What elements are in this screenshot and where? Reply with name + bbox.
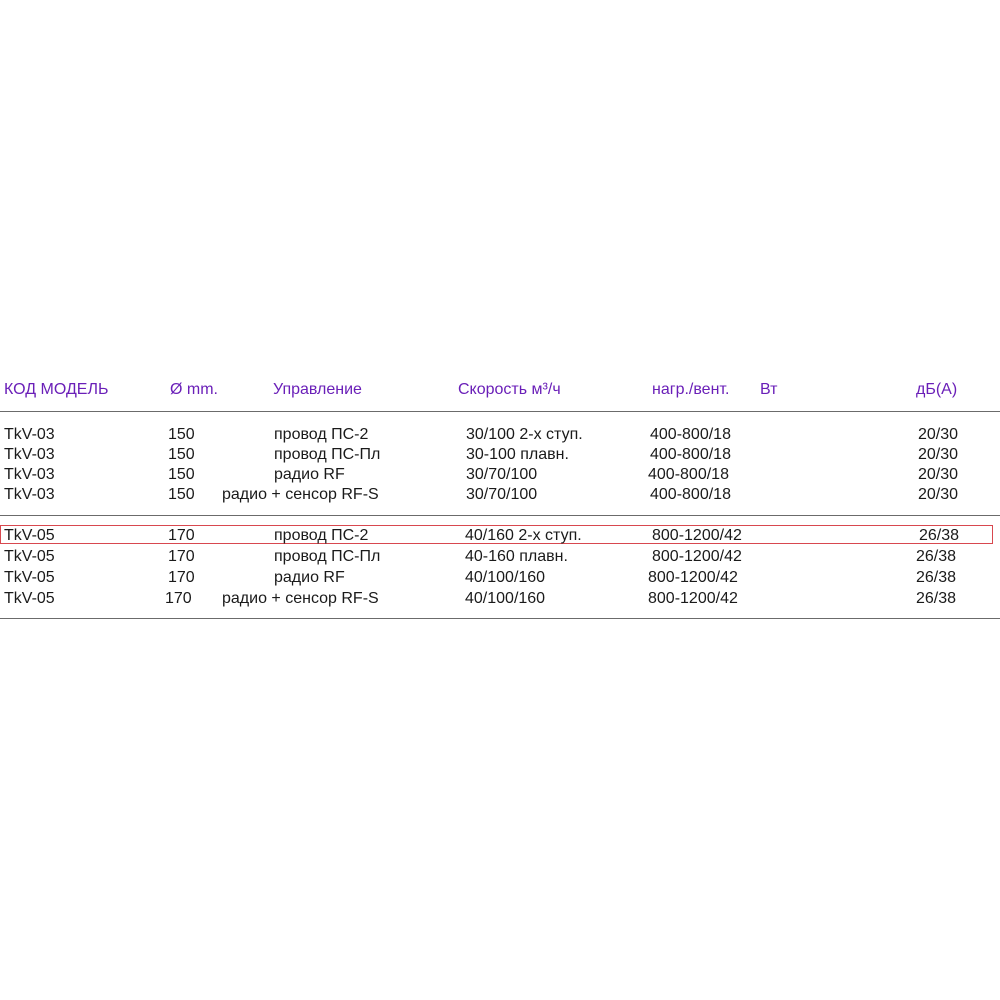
- cell-speed: 30/70/100: [466, 466, 538, 483]
- cell-diameter: 150: [168, 466, 195, 483]
- cell-noise: 26/38: [916, 590, 957, 607]
- cell-diameter: 150: [168, 426, 195, 443]
- cell-control: радио RF: [274, 569, 345, 586]
- cell-code: TkV-05: [4, 527, 55, 544]
- header-rule: [0, 411, 1000, 412]
- header-diameter: Ø mm.: [170, 381, 218, 398]
- table-row: [0, 425, 1000, 445]
- table-row: [0, 485, 1000, 505]
- cell-power: 400-800/18: [648, 466, 729, 483]
- table-row: [0, 465, 1000, 485]
- cell-diameter: 150: [168, 446, 195, 463]
- cell-speed: 40/160 2-х ступ.: [465, 527, 582, 544]
- header-code: КОД МОДЕЛЬ: [4, 381, 109, 398]
- cell-speed: 30-100 плавн.: [466, 446, 569, 463]
- cell-noise: 26/38: [919, 527, 960, 544]
- table-row: [0, 547, 1000, 567]
- group-rule: [0, 515, 1000, 516]
- header-noise: дБ(А): [916, 381, 958, 398]
- cell-noise: 20/30: [918, 426, 959, 443]
- cell-speed: 30/100 2-х ступ.: [466, 426, 583, 443]
- cell-control: провод ПС-2: [274, 527, 369, 544]
- table-header: [0, 381, 1000, 405]
- cell-diameter: 170: [168, 548, 195, 565]
- cell-power: 800-1200/42: [648, 569, 738, 586]
- cell-speed: 40/100/160: [465, 569, 546, 586]
- cell-control: провод ПС-Пл: [274, 446, 381, 463]
- cell-control: провод ПС-Пл: [274, 548, 381, 565]
- header-power-unit: Вт: [760, 381, 778, 398]
- cell-noise: 26/38: [916, 569, 957, 586]
- cell-code: TkV-03: [4, 426, 55, 443]
- cell-diameter: 170: [165, 590, 192, 607]
- cell-code: TkV-03: [4, 446, 55, 463]
- cell-control: радио + сенсор RF-S: [222, 486, 379, 503]
- cell-noise: 26/38: [916, 548, 957, 565]
- table-row: [0, 445, 1000, 465]
- cell-power: 400-800/18: [650, 426, 731, 443]
- cell-diameter: 170: [168, 569, 195, 586]
- cell-speed: 40-160 плавн.: [465, 548, 568, 565]
- cell-code: TkV-03: [4, 486, 55, 503]
- cell-power: 400-800/18: [650, 486, 731, 503]
- bottom-rule: [0, 618, 1000, 619]
- cell-code: TkV-03: [4, 466, 55, 483]
- cell-noise: 20/30: [918, 486, 959, 503]
- cell-code: TkV-05: [4, 590, 55, 607]
- cell-noise: 20/30: [918, 446, 959, 463]
- header-speed: Скорость м³/ч: [458, 381, 561, 398]
- cell-noise: 20/30: [918, 466, 959, 483]
- cell-diameter: 150: [168, 486, 195, 503]
- header-power: нагр./вент.: [652, 381, 730, 398]
- table-row: [0, 526, 1000, 546]
- cell-power: 800-1200/42: [652, 527, 742, 544]
- cell-code: TkV-05: [4, 569, 55, 586]
- cell-code: TkV-05: [4, 548, 55, 565]
- cell-control: радио RF: [274, 466, 345, 483]
- table-row: [0, 568, 1000, 588]
- cell-power: 400-800/18: [650, 446, 731, 463]
- cell-power: 800-1200/42: [648, 590, 738, 607]
- cell-control: радио + сенсор RF-S: [222, 590, 379, 607]
- cell-speed: 40/100/160: [465, 590, 546, 607]
- cell-power: 800-1200/42: [652, 548, 742, 565]
- cell-control: провод ПС-2: [274, 426, 369, 443]
- header-control: Управление: [273, 381, 362, 398]
- table-row: [0, 589, 1000, 609]
- cell-speed: 30/70/100: [466, 486, 538, 503]
- cell-diameter: 170: [168, 527, 195, 544]
